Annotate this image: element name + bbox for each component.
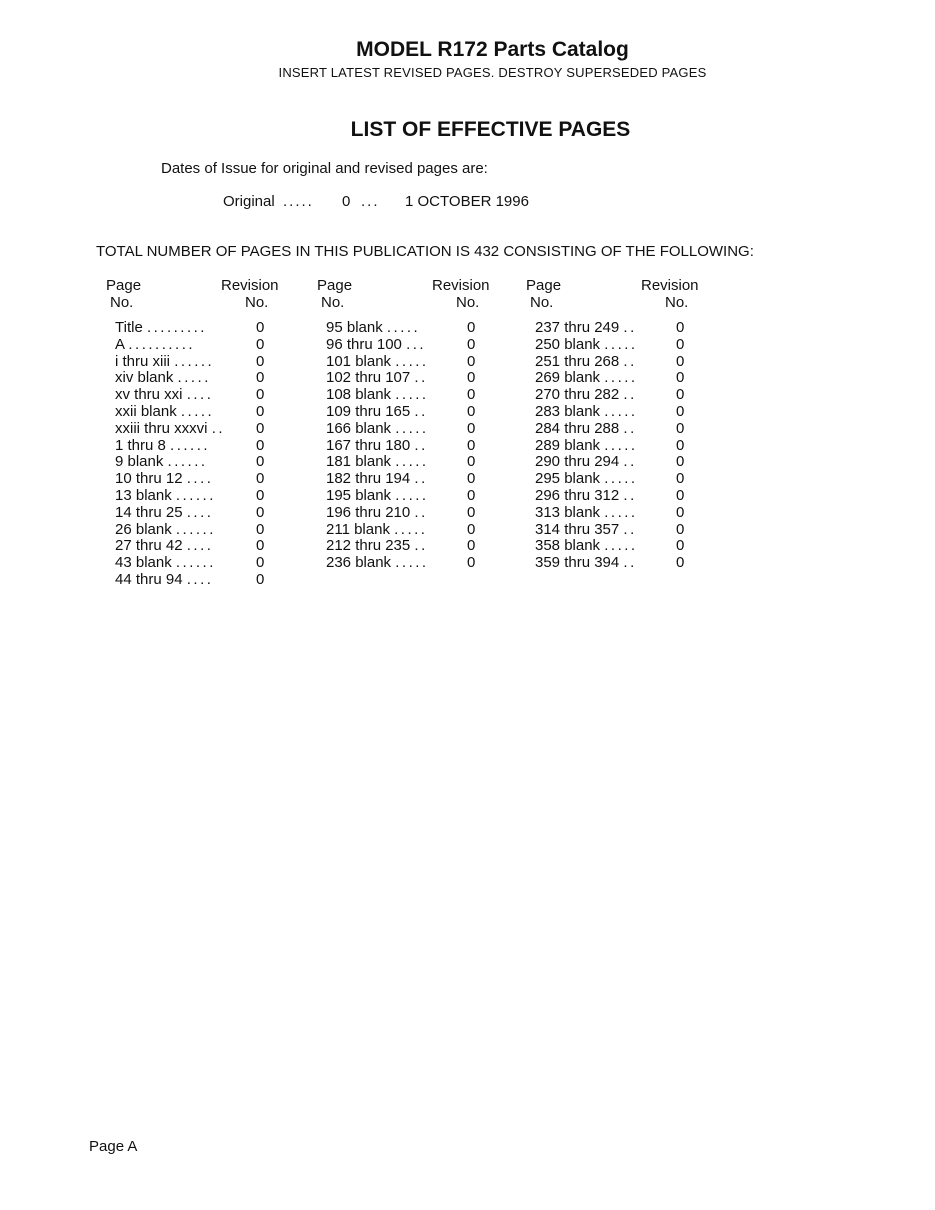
page-range	[115, 337, 195, 354]
page-label: xiv blank	[115, 369, 174, 387]
list-item	[526, 320, 726, 337]
revision-number: 0	[676, 503, 685, 521]
page-label: A	[115, 335, 125, 353]
page-label: 26 blank	[115, 520, 172, 538]
page-range	[326, 471, 428, 488]
list-item	[106, 505, 306, 522]
page-range	[326, 488, 429, 505]
original-date: 1 OCTOBER 1996	[405, 193, 529, 210]
revision-number: 0	[467, 554, 476, 572]
page-range	[535, 438, 638, 455]
revision-number: 0	[676, 554, 685, 572]
page-range	[535, 320, 637, 337]
page-label: 101 blank	[326, 352, 392, 370]
leader-dots: ......	[175, 486, 216, 504]
page-range	[326, 421, 429, 438]
revision-number: 0	[256, 419, 265, 437]
page-label: 96 thru 100	[326, 335, 402, 353]
page-label: 182 thru 194	[326, 470, 411, 488]
list-item	[317, 454, 517, 471]
revision-number: 0	[467, 402, 476, 420]
page-label: 212 thru 235	[326, 537, 411, 555]
revision-number: 0	[467, 335, 476, 353]
revision-number: 0	[256, 402, 265, 420]
list-item	[317, 337, 517, 354]
revision-number: 0	[676, 402, 685, 420]
page-label: 14 thru 25	[115, 503, 183, 521]
page-range	[115, 354, 214, 371]
leader-dots: .....	[395, 486, 429, 504]
page-label: 102 thru 107	[326, 369, 411, 387]
revision-header: Revision	[432, 277, 490, 294]
list-item	[106, 404, 306, 421]
list-item	[317, 538, 517, 555]
list-item	[526, 354, 726, 371]
revision-number: 0	[467, 520, 476, 538]
page-footer: Page A	[89, 1138, 138, 1155]
revision-header-no: No.	[665, 294, 689, 311]
list-item	[317, 522, 517, 539]
column-header	[526, 277, 726, 317]
leader-dots: .........	[146, 319, 207, 336]
list-item	[526, 421, 726, 438]
page-range	[115, 438, 210, 455]
page-label: xv thru xxi	[115, 386, 183, 404]
revision-number: 0	[256, 319, 265, 336]
leader-dots: .....	[395, 554, 429, 572]
revision-number: 0	[676, 335, 685, 353]
page-label: 358 blank	[535, 537, 601, 555]
revision-number: 0	[676, 470, 685, 488]
list-item	[317, 438, 517, 455]
page-label: 284 thru 288	[535, 419, 620, 437]
revision-number: 0	[256, 352, 265, 370]
list-item	[317, 320, 517, 337]
revision-number: 0	[256, 335, 265, 353]
leader-dots: .....	[604, 369, 638, 387]
column-rows	[317, 320, 517, 572]
leader-dots: .....	[394, 520, 428, 538]
page-label: Title	[115, 319, 143, 336]
page-range	[115, 370, 211, 387]
original-revision: 0	[342, 193, 351, 210]
leader-dots: ...	[361, 193, 380, 210]
revision-number: 0	[256, 554, 265, 572]
page-range	[115, 454, 208, 471]
revision-number: 0	[467, 419, 476, 437]
page-range	[326, 337, 426, 354]
revision-number: 0	[467, 486, 476, 504]
page-range	[115, 404, 214, 421]
page-range	[535, 538, 638, 555]
page-range	[326, 538, 428, 555]
leader-dots: ..	[414, 369, 428, 387]
page-label: 237 thru 249	[535, 319, 620, 336]
leader-dots: ..	[414, 537, 428, 555]
page-label: 95 blank	[326, 319, 383, 336]
leader-dots: ....	[186, 503, 214, 521]
leader-dots: ..	[414, 470, 428, 488]
list-item	[106, 354, 306, 371]
list-item	[526, 488, 726, 505]
page-label: 9 blank	[115, 453, 164, 471]
leader-dots: ..	[414, 436, 428, 454]
page-range	[535, 354, 637, 371]
revision-number: 0	[676, 319, 685, 336]
page-header-no: No.	[321, 294, 345, 311]
page-range	[535, 421, 637, 438]
list-item	[526, 370, 726, 387]
page-range	[326, 387, 429, 404]
page-label: 359 thru 394	[535, 554, 620, 572]
leader-dots: ......	[174, 352, 215, 370]
column-rows	[526, 320, 726, 572]
list-item	[106, 438, 306, 455]
leader-dots: .....	[604, 335, 638, 353]
page-label: 289 blank	[535, 436, 601, 454]
page-range	[535, 370, 638, 387]
leader-dots: ....	[186, 386, 214, 404]
page-label: 296 thru 312	[535, 486, 620, 504]
page-label: 251 thru 268	[535, 352, 620, 370]
page-range	[115, 488, 216, 505]
leader-dots: ..	[623, 386, 637, 404]
page-label: 43 blank	[115, 554, 172, 572]
revision-header-no: No.	[456, 294, 480, 311]
revision-number: 0	[467, 436, 476, 454]
page-label: 195 blank	[326, 486, 392, 504]
leader-dots: ..	[623, 520, 637, 538]
pages-column-2	[317, 277, 517, 572]
list-item	[106, 337, 306, 354]
page-range	[115, 522, 216, 539]
page-range	[326, 454, 429, 471]
leader-dots: .....	[395, 419, 429, 437]
page-label: 211 blank	[326, 520, 390, 538]
list-item	[106, 421, 306, 438]
list-item	[106, 387, 306, 404]
revision-number: 0	[256, 570, 265, 588]
page-label: 196 thru 210	[326, 503, 411, 521]
page-label: 270 thru 282	[535, 386, 620, 404]
list-item	[317, 471, 517, 488]
revision-number: 0	[256, 486, 265, 504]
revision-header: Revision	[641, 277, 699, 294]
revision-number: 0	[256, 537, 265, 555]
list-title: LIST OF EFFECTIVE PAGES	[350, 118, 631, 141]
list-item	[526, 404, 726, 421]
revision-number: 0	[676, 520, 685, 538]
page-label: 181 blank	[326, 453, 392, 471]
page-label: xxiii thru xxxvi	[115, 419, 208, 437]
revision-number: 0	[467, 537, 476, 555]
list-item	[106, 572, 306, 589]
list-item	[106, 522, 306, 539]
page-range	[326, 404, 428, 421]
leader-dots: .....	[386, 319, 421, 336]
column-rows	[106, 320, 306, 589]
leader-dots: ..	[623, 352, 637, 370]
original-issue-line	[223, 193, 529, 210]
page-label: 313 blank	[535, 503, 601, 521]
column-header	[106, 277, 306, 317]
page-header-no: No.	[530, 294, 554, 311]
revision-number: 0	[256, 520, 265, 538]
leader-dots: .....	[604, 537, 638, 555]
revision-number: 0	[676, 486, 685, 504]
page-label: xxii blank	[115, 402, 177, 420]
page-label: 250 blank	[535, 335, 601, 353]
page-range	[535, 505, 638, 522]
list-item	[106, 538, 306, 555]
page-label: 236 blank	[326, 554, 392, 572]
list-item	[106, 454, 306, 471]
dates-intro: Dates of Issue for original and revised pages are:	[161, 160, 488, 177]
revision-number: 0	[467, 369, 476, 387]
revision-number: 0	[676, 419, 685, 437]
list-item	[106, 320, 306, 337]
list-item	[317, 555, 517, 572]
leader-dots: ......	[175, 554, 216, 572]
document-subtitle: INSERT LATEST REVISED PAGES. DESTROY SUPERSEDED PAGES	[278, 65, 707, 80]
page-header: Page	[106, 277, 142, 294]
leader-dots: ..	[414, 402, 428, 420]
revision-number: 0	[467, 503, 476, 521]
revision-number: 0	[676, 369, 685, 387]
list-item	[317, 370, 517, 387]
page-label: 166 blank	[326, 419, 392, 437]
revision-number: 0	[256, 503, 265, 521]
leader-dots: ..	[414, 503, 428, 521]
leader-dots: .....	[177, 369, 211, 387]
page-range	[115, 555, 216, 572]
page-label: 27 thru 42	[115, 537, 183, 555]
revision-number: 0	[676, 537, 685, 555]
page-range	[115, 538, 213, 555]
list-item	[526, 471, 726, 488]
page-range	[115, 387, 213, 404]
page-label: i thru xiii	[115, 352, 171, 370]
list-item	[526, 454, 726, 471]
page-range	[535, 522, 637, 539]
page-label: 295 blank	[535, 470, 601, 488]
page-range	[326, 320, 420, 337]
leader-dots: ..	[211, 419, 226, 437]
leader-dots: ..	[623, 486, 637, 504]
leader-dots: ...	[406, 335, 427, 353]
revision-number: 0	[256, 369, 265, 387]
leader-dots: .....	[395, 386, 429, 404]
revision-number: 0	[256, 470, 265, 488]
pages-column-3	[526, 277, 726, 572]
page-header-no: No.	[110, 294, 134, 311]
page-range	[535, 471, 638, 488]
page-label: 1 thru 8	[115, 436, 166, 454]
list-item	[526, 555, 726, 572]
leader-dots: .....	[604, 402, 638, 420]
total-pages-statement: TOTAL NUMBER OF PAGES IN THIS PUBLICATION IS 432 CONSISTING OF THE FOLLOWING:	[96, 243, 754, 260]
list-item	[526, 387, 726, 404]
leader-dots: .....	[395, 453, 429, 471]
revision-header: Revision	[221, 277, 279, 294]
revision-number: 0	[467, 352, 476, 370]
leader-dots: ......	[167, 453, 208, 471]
page-range	[535, 337, 638, 354]
revision-number: 0	[467, 386, 476, 404]
page-range	[115, 572, 213, 589]
column-header	[317, 277, 517, 317]
list-item	[106, 555, 306, 572]
page-label: 10 thru 12	[115, 470, 183, 488]
page-range	[326, 354, 429, 371]
page-range	[326, 555, 429, 572]
leader-dots: ..	[623, 554, 637, 572]
leader-dots: ..	[623, 419, 637, 437]
revision-header-no: No.	[245, 294, 269, 311]
page-range	[326, 522, 427, 539]
leader-dots: ......	[175, 520, 216, 538]
original-label: Original	[223, 193, 275, 210]
revision-number: 0	[676, 386, 685, 404]
page-range	[326, 370, 428, 387]
page-range	[326, 438, 428, 455]
page-range	[115, 320, 207, 337]
revision-number: 0	[256, 453, 265, 471]
list-item	[317, 354, 517, 371]
revision-number: 0	[256, 436, 265, 454]
leader-dots: ..........	[128, 335, 196, 353]
revision-number: 0	[676, 453, 685, 471]
page-label: 314 thru 357	[535, 520, 620, 538]
page-range	[535, 454, 637, 471]
revision-number: 0	[467, 319, 476, 336]
leader-dots: ..	[623, 453, 637, 471]
list-item	[526, 538, 726, 555]
leader-dots: .....	[604, 470, 638, 488]
list-item	[526, 522, 726, 539]
leader-dots: ..	[623, 319, 637, 336]
revision-number: 0	[676, 352, 685, 370]
revision-number: 0	[676, 436, 685, 454]
list-item	[317, 404, 517, 421]
list-item	[106, 370, 306, 387]
leader-dots: ....	[186, 470, 214, 488]
page-label: 167 thru 180	[326, 436, 411, 454]
list-item	[526, 438, 726, 455]
page-range	[115, 471, 213, 488]
list-item	[317, 488, 517, 505]
page-range	[535, 488, 637, 505]
list-item	[106, 488, 306, 505]
page-header: Page	[317, 277, 353, 294]
page-label: 290 thru 294	[535, 453, 620, 471]
leader-dots: .....	[395, 352, 429, 370]
list-item	[106, 471, 306, 488]
page-range	[115, 505, 213, 522]
page-range	[535, 387, 637, 404]
list-item	[526, 337, 726, 354]
leader-dots: .....	[604, 503, 638, 521]
page-range	[535, 404, 638, 421]
leader-dots: ......	[170, 436, 211, 454]
list-item	[317, 505, 517, 522]
list-item	[526, 505, 726, 522]
list-item	[317, 421, 517, 438]
revision-number: 0	[256, 386, 265, 404]
page-range	[115, 421, 225, 438]
pages-column-1	[106, 277, 306, 588]
page-label: 109 thru 165	[326, 402, 411, 420]
list-item	[317, 387, 517, 404]
leader-dots: ....	[186, 570, 214, 588]
page-range	[535, 555, 637, 572]
document-title: MODEL R172 Parts Catalog	[356, 38, 629, 61]
revision-number: 0	[467, 470, 476, 488]
leader-dots: .....	[283, 193, 314, 210]
page-header: Page	[526, 277, 562, 294]
leader-dots: .....	[604, 436, 638, 454]
page-label: 269 blank	[535, 369, 601, 387]
page-range	[326, 505, 428, 522]
leader-dots: .....	[180, 402, 215, 420]
page-label: 283 blank	[535, 402, 601, 420]
page-label: 13 blank	[115, 486, 172, 504]
leader-dots: ....	[186, 537, 214, 555]
revision-number: 0	[467, 453, 476, 471]
page-label: 44 thru 94	[115, 570, 183, 588]
page-label: 108 blank	[326, 386, 392, 404]
